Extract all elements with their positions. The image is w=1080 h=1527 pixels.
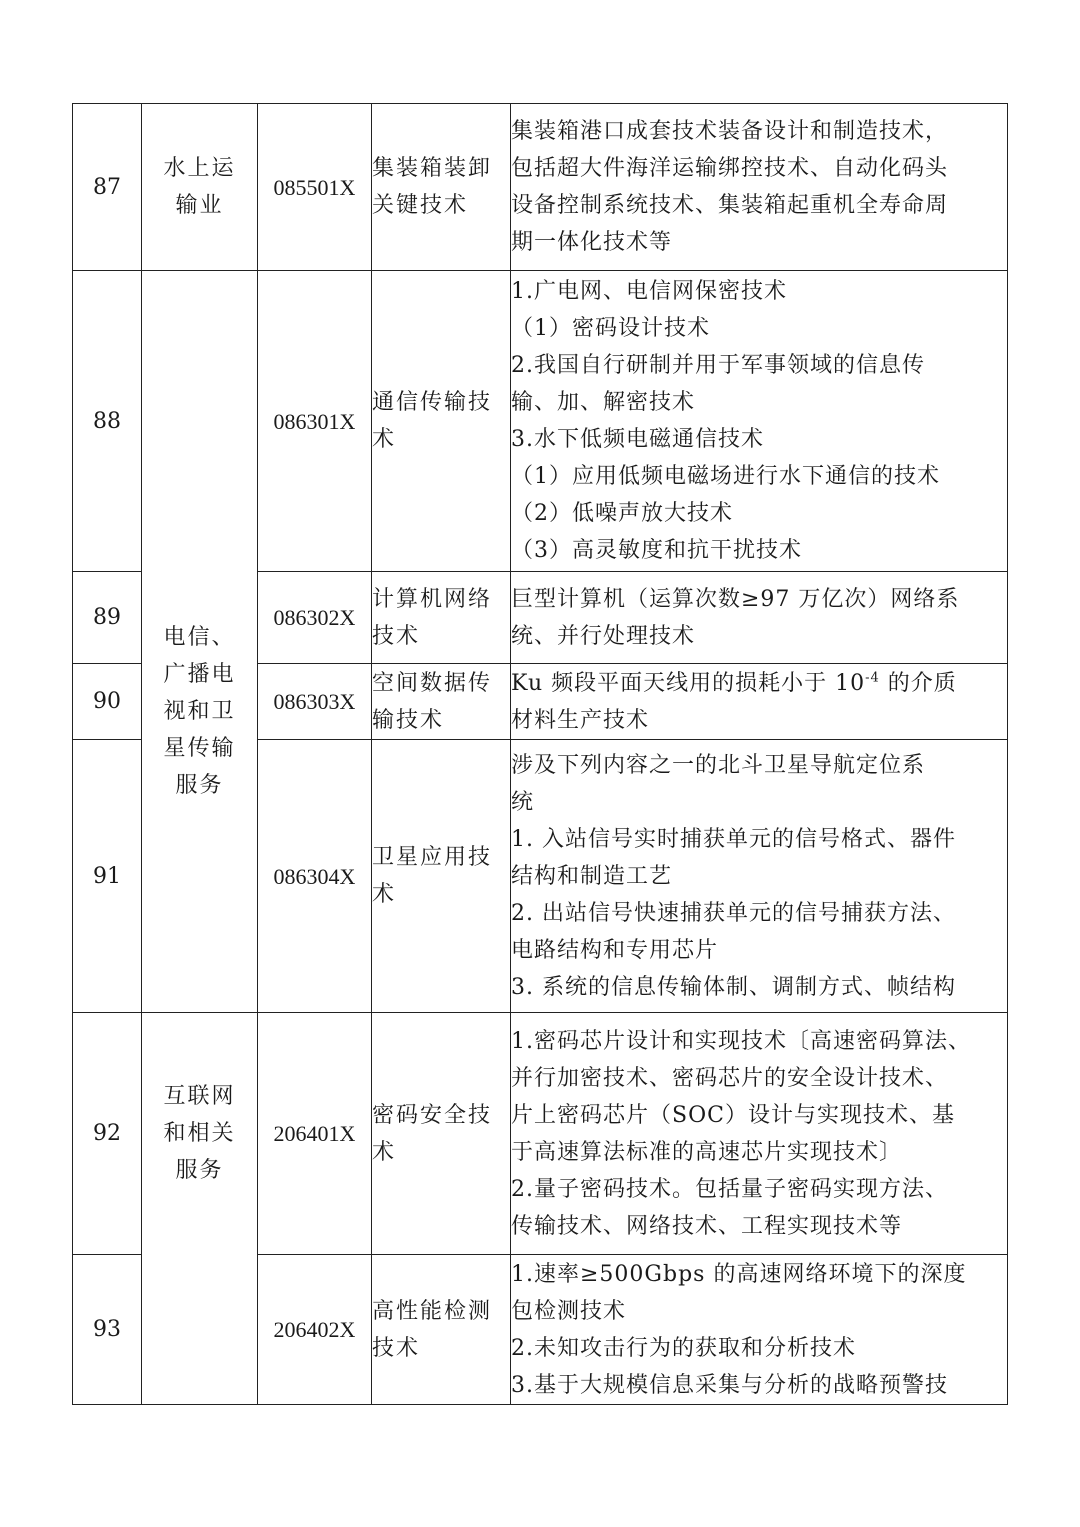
description-line: 3. 系统的信息传输体制、调制方式、帧结构 <box>511 974 956 1000</box>
code-cell: 086302X <box>258 572 372 664</box>
industry-label: 电信、广播电视和卫星传输服务 <box>163 625 236 798</box>
description-cell <box>511 1255 1008 1405</box>
row-number: 91 <box>73 740 142 1013</box>
description-line: 输、加、解密技术 <box>511 390 696 415</box>
description-line: 1. 入站信号实时捕获单元的信号格式、器件 <box>511 826 956 852</box>
description-line: 包检测技术 <box>511 1298 627 1324</box>
tech-name-cell: 空间数据传输技术 <box>372 664 511 740</box>
description-line: 包括超大件海洋运输绑控技术、自动化码头 <box>511 156 949 181</box>
description-line: 1.密码芯片设计和实现技术〔高速密码算法、 <box>511 1028 971 1054</box>
description-line: （1）应用低频电磁场进行水下通信的技术 <box>511 464 940 489</box>
table-row <box>73 104 1008 271</box>
tech-name-cell: 高性能检测技术 <box>372 1255 511 1405</box>
description-cell <box>511 740 1008 1013</box>
description-line: 设备控制系统技术、集装箱起重机全寿命周 <box>511 193 949 218</box>
description-line: （2）低噪声放大技术 <box>511 501 733 526</box>
description-line: 统、并行处理技术 <box>511 623 696 649</box>
description-line: 材料生产技术 <box>511 707 650 733</box>
tech-name-cell: 卫星应用技术 <box>372 740 511 1013</box>
description-text: Ku 频段平面天线用的损耗小于 10 <box>511 670 866 696</box>
code-cell: 206401X <box>258 1013 372 1255</box>
description-line: 结构和制造工艺 <box>511 863 673 889</box>
description-line <box>511 665 1007 702</box>
description-line: 3.水下低频电磁通信技术 <box>511 427 764 452</box>
description-line: 1.速率≥500Gbps 的高速网络环境下的深度 <box>511 1261 967 1287</box>
description-line: 片上密码芯片（SOC）设计与实现技术、基 <box>511 1102 955 1128</box>
description-line: 2.量子密码技术。包括量子密码实现方法、 <box>511 1176 948 1202</box>
code-cell: 206402X <box>258 1255 372 1405</box>
description-line: 期一体化技术等 <box>511 230 673 255</box>
code-cell: 086301X <box>258 271 372 572</box>
description-line: 巨型计算机（运算次数≥97 万亿次）网络系 <box>511 586 960 612</box>
description-line: 2.未知攻击行为的获取和分析技术 <box>511 1335 856 1361</box>
industry-cell <box>142 271 258 1013</box>
description-cell <box>511 1013 1008 1255</box>
description-cell <box>511 572 1008 664</box>
industry-cell <box>142 104 258 271</box>
description-line: 并行加密技术、密码芯片的安全设计技术、 <box>511 1065 949 1091</box>
description-line: 电路结构和专用芯片 <box>511 937 719 963</box>
row-number: 92 <box>73 1013 142 1255</box>
description-line: 集装箱港口成套技术装备设计和制造技术， <box>511 119 949 144</box>
description-cell <box>511 271 1008 572</box>
tech-name-cell: 通信传输技术 <box>372 271 511 572</box>
description-line: 3.基于大规模信息采集与分析的战略预警技 <box>511 1372 948 1398</box>
tech-name-cell: 密码安全技术 <box>372 1013 511 1255</box>
technology-table <box>72 103 1008 1405</box>
code-cell: 086304X <box>258 740 372 1013</box>
description-line: 涉及下列内容之一的北斗卫星导航定位系 <box>511 752 926 778</box>
description-line: 2.我国自行研制并用于军事领域的信息传 <box>511 353 925 378</box>
table-row <box>73 1013 1008 1255</box>
row-number: 93 <box>73 1255 142 1405</box>
table-row <box>73 271 1008 572</box>
description-line: （3）高灵敏度和抗干扰技术 <box>511 538 802 563</box>
description-cell <box>511 104 1008 271</box>
industry-cell <box>142 1013 258 1405</box>
industry-label: 水上运输业 <box>163 156 236 218</box>
tech-name-cell: 集装箱装卸关键技术 <box>372 104 511 271</box>
description-line: 传输技术、网络技术、工程实现技术等 <box>511 1213 903 1239</box>
row-number: 87 <box>73 104 142 271</box>
row-number: 88 <box>73 271 142 572</box>
industry-label: 互联网和相关服务 <box>163 1084 236 1183</box>
exponent: -4 <box>865 670 880 686</box>
description-line: 于高速算法标准的高速芯片实现技术〕 <box>511 1139 903 1165</box>
tech-name-cell: 计算机网络技术 <box>372 572 511 664</box>
description-text: 的介质 <box>879 670 957 696</box>
row-number: 89 <box>73 572 142 664</box>
description-line: （1）密码设计技术 <box>511 316 710 341</box>
code-cell: 086303X <box>258 664 372 740</box>
description-line: 2. 出站信号快速捕获单元的信号捕获方法、 <box>511 900 956 926</box>
description-cell <box>511 664 1008 740</box>
description-line: 统 <box>511 789 535 815</box>
row-number: 90 <box>73 664 142 740</box>
description-line: 1.广电网、电信网保密技术 <box>511 279 787 304</box>
code-cell: 085501X <box>258 104 372 271</box>
